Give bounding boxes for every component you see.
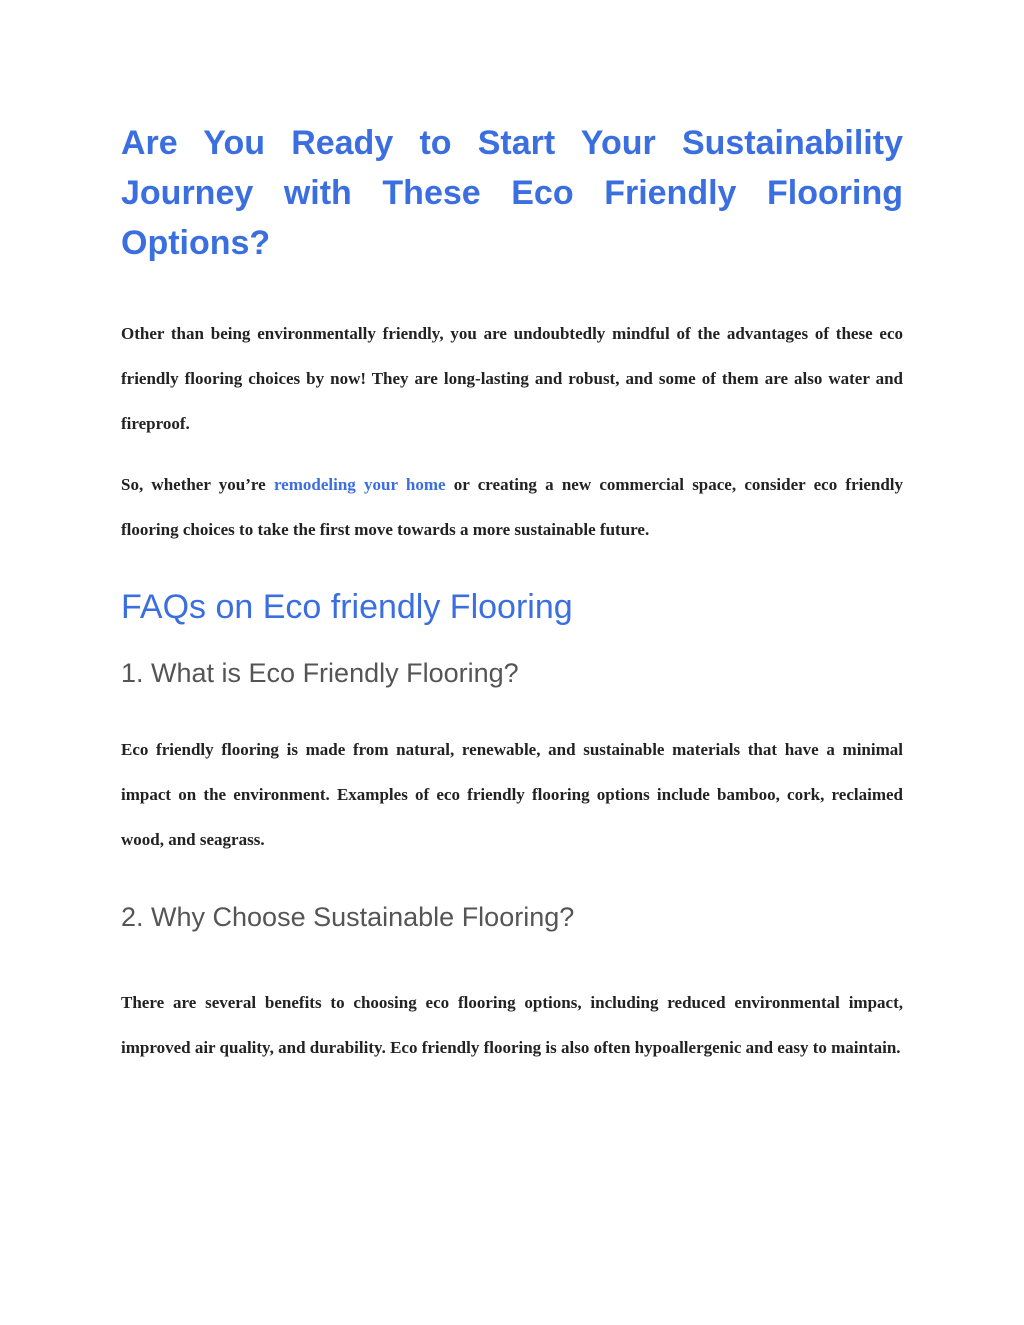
faq-heading: FAQs on Eco friendly Flooring xyxy=(121,588,573,626)
document-page xyxy=(121,118,903,1070)
intro-text-before-link: So, whether you’re xyxy=(121,475,274,494)
remodeling-home-link[interactable]: remodeling your home xyxy=(273,475,446,494)
page-title: Are You Ready to Start Your Sustainability Journey with These Eco Friendly Flooring Options? xyxy=(121,124,903,262)
faq-question-2: 2. Why Choose Sustainable Flooring? xyxy=(121,902,575,932)
intro-paragraph: Other than being environmentally friendly, you are undoubtedly mindful of the advantages of these eco friendly flooring choices by now! They are long-lasting and robust, and some of them are also water and fireproof. xyxy=(121,324,903,433)
intro-paragraph-with-link xyxy=(121,462,903,552)
faq-answer-2: There are several benefits to choosing eco flooring options, including reduced environmental impact, improved air quality, and durability. Eco friendly flooring is also often hypoallergenic and easy to maintain. xyxy=(121,993,903,1057)
faq-question-1: 1. What is Eco Friendly Flooring? xyxy=(121,658,519,688)
intro-text-after-link: or creating a new commercial space, consider eco friendly flooring choices to take the first move towards a more sustainable future. xyxy=(121,475,904,539)
faq-answer-1: Eco friendly flooring is made from natural, renewable, and sustainable materials that have a minimal impact on the environment. Examples of eco friendly flooring options include bamboo, cork, reclaimed wood, and seagrass. xyxy=(121,740,903,849)
